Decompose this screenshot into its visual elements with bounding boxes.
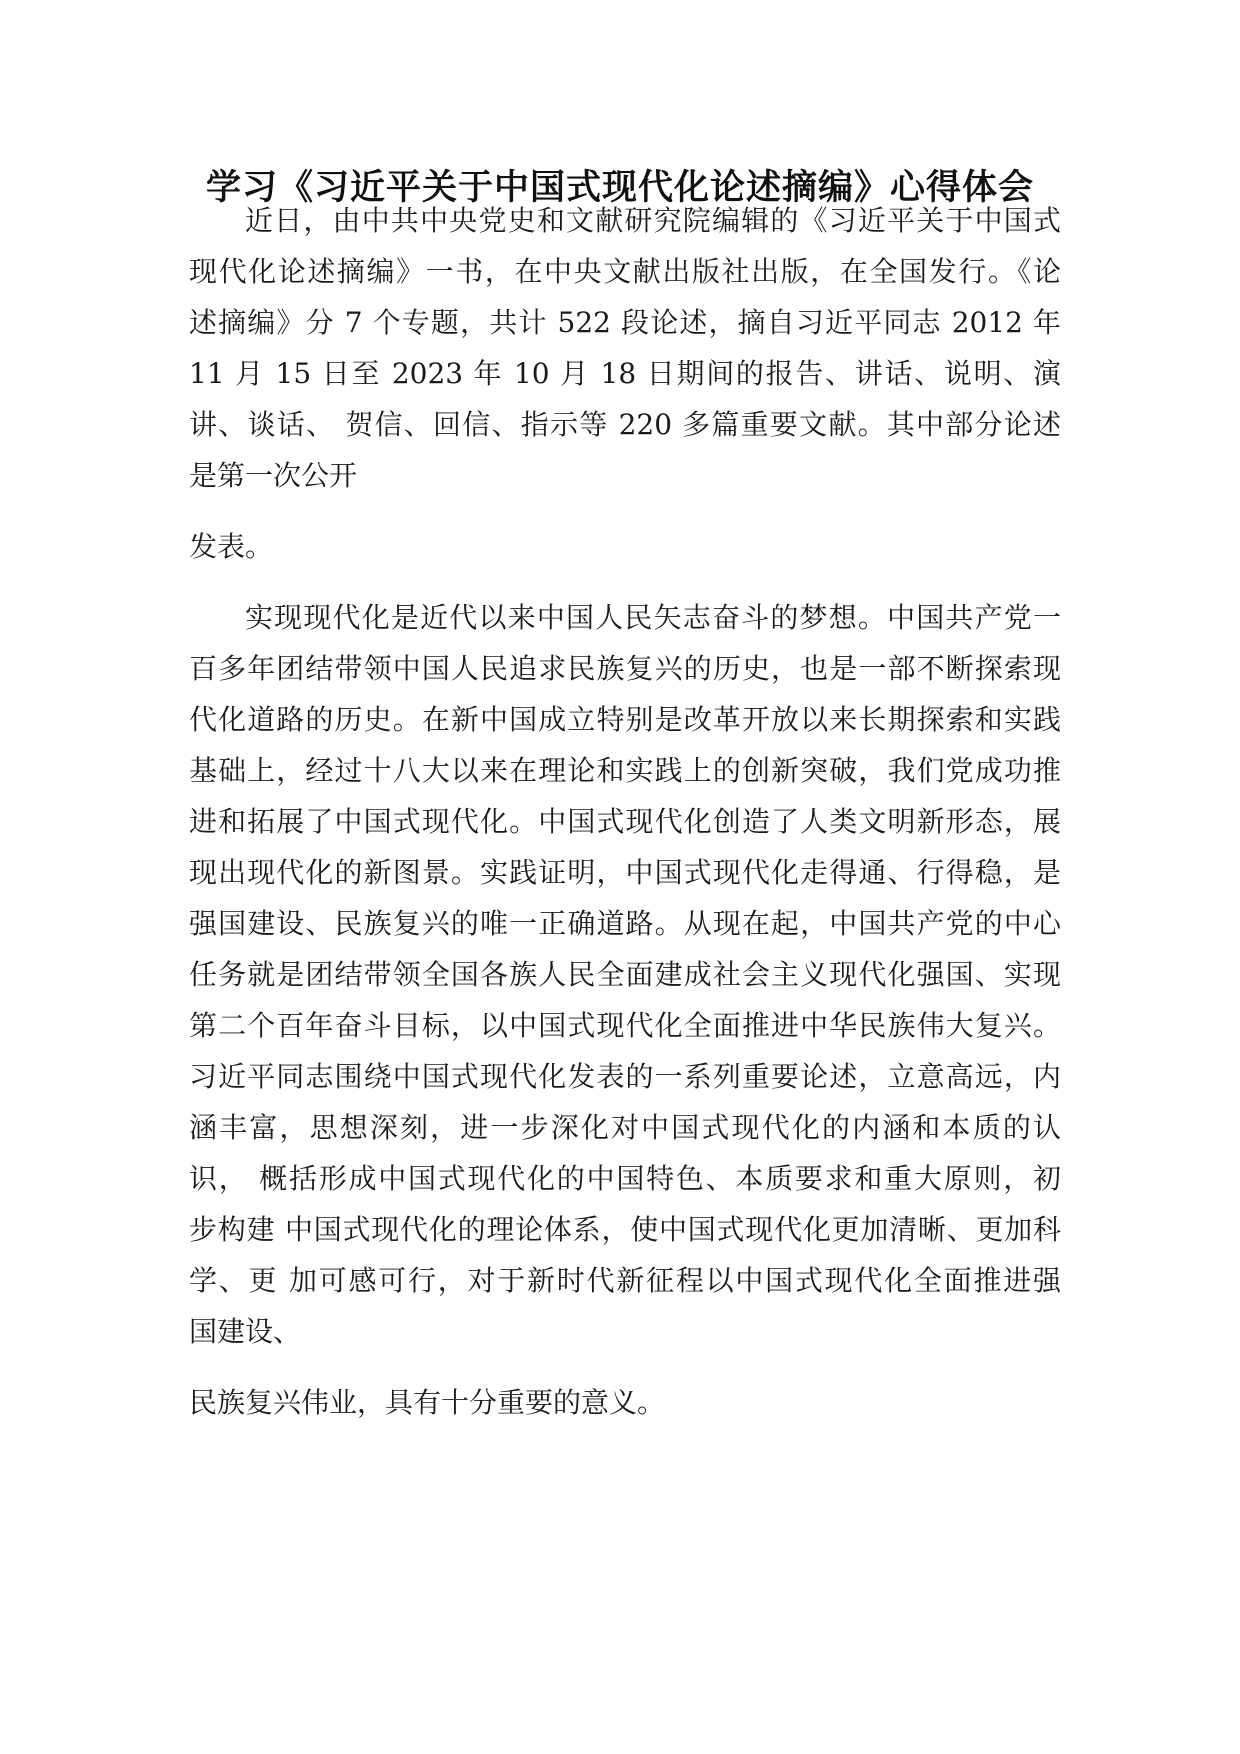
paragraph-2-line-1: 实现现代化是近代以来中国人民矢志奋斗的梦想。中国共产党一: [245, 601, 1061, 634]
paragraph-2-line-14: 学、更 加可感可行，对于新时代新征程以中国式现代化全面推进强: [189, 1264, 1061, 1297]
paragraph-1-line-2: 现代化论述摘编》一书，在中央文献出版社出版，在全国发行。《论: [189, 255, 1061, 288]
paragraph-2-line-3: 代化道路的历史。在新中国成立特别是改革开放以来长期探索和实践: [189, 703, 1061, 736]
paragraph-2-line-8: 任务就是团结带领全国各族人民全面建成社会主义现代化强国、实现: [189, 958, 1061, 991]
paragraph-1-line-6: 是第一次公开: [189, 459, 358, 492]
paragraph-2-line-12: 识， 概括形成中国式现代化的中国特色、本质要求和重大原则，初: [189, 1162, 1061, 1195]
paragraph-2-line-2: 百多年团结带领中国人民追求民族复兴的历史，也是一部不断探索现: [189, 652, 1061, 685]
paragraph-2-line-13: 步构建 中国式现代化的理论体系，使中国式现代化更加清晰、更加科: [189, 1213, 1061, 1246]
paragraph-2-line-6: 现出现代化的新图景。实践证明，中国式现代化走得通、行得稳，是: [189, 856, 1061, 889]
paragraph-1-tail: 发表。: [189, 530, 274, 563]
paragraph-2-line-5: 进和拓展了中国式现代化。中国式现代化创造了人类文明新形态，展: [189, 805, 1061, 838]
paragraph-2-line-4: 基础上，经过十八大以来在理论和实践上的创新突破，我们党成功推: [189, 754, 1061, 787]
paragraph-2-line-11: 涵丰富，思想深刻，进一步深化对中国式现代化的内涵和本质的认: [189, 1111, 1061, 1144]
paragraph-1-line-4: 11 月 15 日至 2023 年 10 月 18 日期间的报告、讲话、说明、演: [189, 357, 1061, 390]
paragraph-2-line-15: 国建设、: [189, 1315, 302, 1348]
document-title: 学习《习近平关于中国式现代化论述摘编》心得体会: [205, 167, 1034, 208]
paragraph-2-tail: 民族复兴伟业，具有十分重要的意义。: [189, 1386, 666, 1419]
paragraph-1-line-1: 近日，由中共中央党史和文献研究院编辑的《习近平关于中国式: [245, 204, 1061, 237]
paragraph-2-line-9: 第二个百年奋斗目标，以中国式现代化全面推进中华民族伟大复兴。: [189, 1009, 1061, 1042]
paragraph-1-line-3: 述摘编》分 7 个专题，共计 522 段论述，摘自习近平同志 2012 年: [189, 306, 1061, 339]
paragraph-1-line-5: 讲、谈话、 贺信、回信、指示等 220 多篇重要文献。其中部分论述: [189, 408, 1061, 441]
paragraph-2-line-10: 习近平同志围绕中国式现代化发表的一系列重要论述，立意高远，内: [189, 1060, 1061, 1093]
paragraph-2-line-7: 强国建设、民族复兴的唯一正确道路。从现在起，中国共产党的中心: [189, 907, 1061, 940]
